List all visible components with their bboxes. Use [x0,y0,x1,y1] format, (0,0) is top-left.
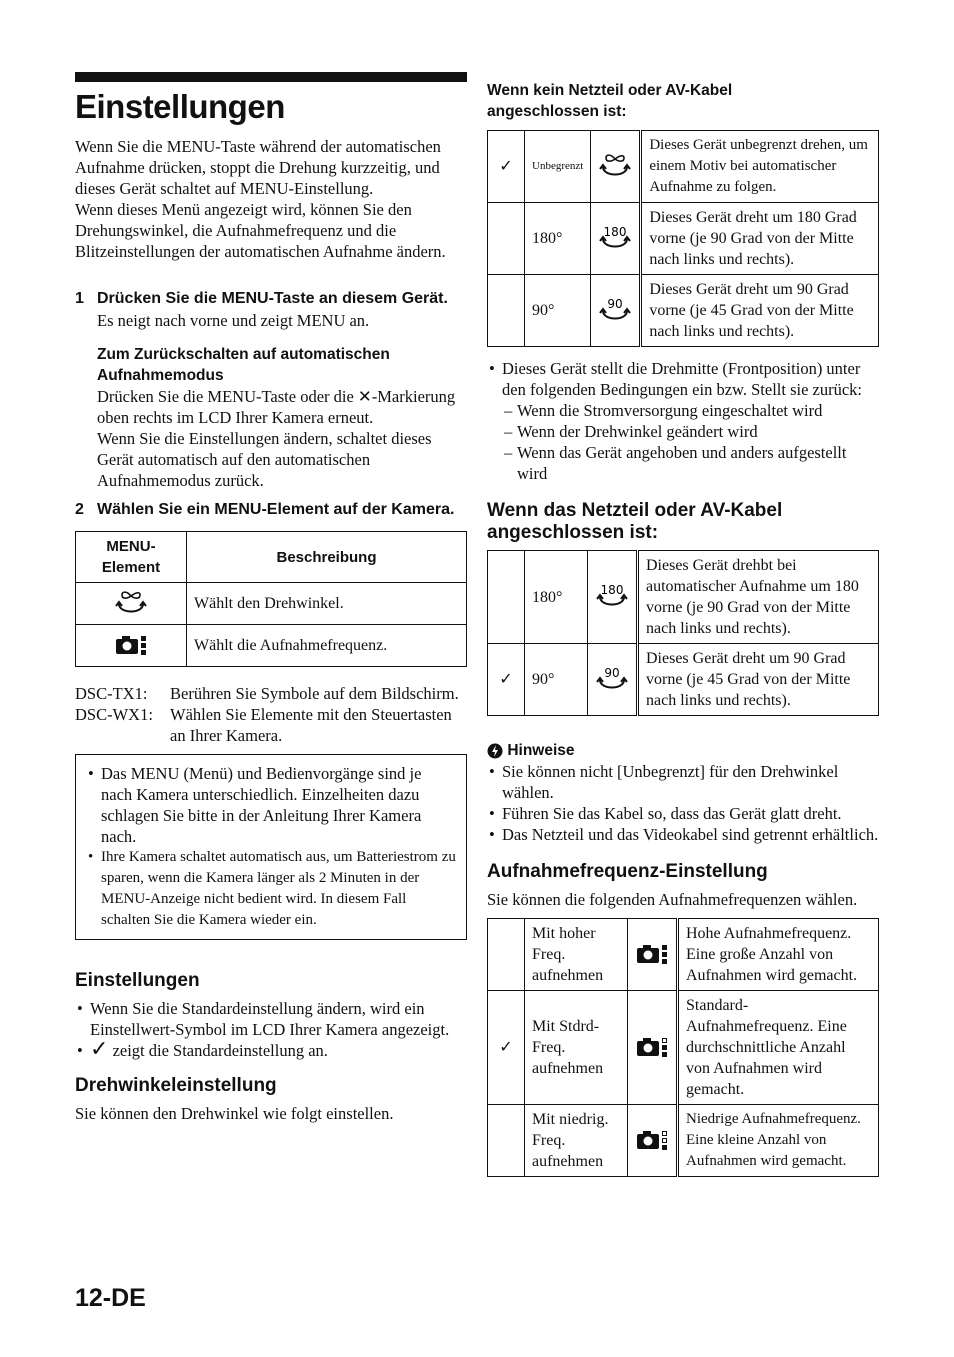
center-note [487,358,879,484]
angle-description: Dieses Gerät unbegrenzt drehen, um einem Motiv bei automatischer Aufnahme zu folgen. [641,131,879,203]
table-row [488,131,879,203]
frequency-description: Standard-Aufnahmefrequenz. Eine durchschnittliche Anzahl von Aufnahmen wird gemacht. [678,991,879,1105]
step-number: 2 [75,501,84,518]
rotation-180-icon [588,551,638,644]
step-2 [75,499,467,667]
center-note-list [487,358,879,484]
condition-item: – Wenn das Gerät angehoben und anders aufgestellt wird [502,442,879,484]
shooting-frequency-icon [76,625,187,667]
low-frequency-icon [628,1105,678,1177]
angle-description: Dieses Gerät dreht um 90 Grad vorne (je 45 Grad von der Mitte nach links und rechts). [641,275,879,347]
rotation-angle-icon [76,583,187,625]
rotation-heading: Drehwinkeleinstellung [75,1075,277,1096]
icon-text: 180 [600,583,624,597]
hints-list [487,761,879,845]
settings-item [75,1036,467,1061]
intro-paragraph-2: Wenn dieses Menü angezeigt wird, können Sie den Drehungswinkel, die Aufnahmefrequenz und die Blitzeinstellungen der automatischen Aufnahme ändern. [75,200,446,261]
checkmark-icon: ✓ [90,1036,109,1061]
angle-description: Dieses Gerät dreht um 90 Grad vorne (je 45 Grad von der Mitte nach links und rechts). [638,644,879,716]
step-heading: Drücken Sie die MENU-Taste an diesem Gerät. [97,290,448,307]
default-checkmark [488,203,525,275]
default-checkmark: ✓ [488,131,525,203]
icon-text: 90 [604,665,620,680]
intro-paragraph-1: Wenn Sie die MENU-Taste während der automatischen Aufnahme drücken, stoppt die Drehung kurzzeitig, und dieses Gerät schaltet auf MENU-Einstellung. [75,137,441,198]
high-frequency-icon [628,919,678,991]
settings-list [75,998,467,1061]
default-checkmark: ✓ [488,644,525,716]
table-row [488,551,879,644]
condition-item: – Wenn der Drehwinkel geändert wird [502,421,879,442]
default-checkmark [488,275,525,347]
step-heading: Wählen Sie ein MENU-Element auf der Kamera. [97,501,455,518]
rotation-90-icon [591,275,641,347]
no-adapter-table [487,130,879,347]
table-row [76,625,467,667]
icon-text: 90 [607,296,623,311]
camera-row [75,704,467,746]
step-number: 1 [75,290,84,307]
camera-model: DSC-WX1: [75,705,153,724]
page-title: Einstellungen [75,88,285,125]
frequency-label: Mit Stdrd-Freq. aufnehmen [525,991,628,1105]
settings-item-text: zeigt die Standardeinstellung an. [112,1041,328,1060]
angle-description: Dieses Gerät drehbt bei automatischer Aufnahme um 180 vorne (je 90 Grad von der Mitte nach links und rechts). [638,551,879,644]
note-item: • Das MENU (Menü) und Bedienvorgänge sind je nach Kamera unterschiedlich. Einzelheiten dazu schlagen Sie bitte in der Anleitung Ihrer Kamera nach. [86,763,456,847]
angle-label: 90° [525,644,588,716]
frequency-heading: Aufnahmefrequenz-Einstellung [487,861,768,882]
title-rule [75,72,467,82]
table-row [488,1105,879,1177]
default-checkmark: ✓ [488,991,525,1105]
table-row [76,583,467,625]
menu-table [75,531,467,667]
menu-col-header: MENU-Element [76,532,187,583]
settings-item: • Wenn Sie die Standardeinstellung ändern, wird ein Einstellwert-Symbol im LCD Ihrer Kamera angezeigt. [75,998,467,1040]
frequency-description: Hohe Aufnahmefrequenz. Eine große Anzahl von Aufnahmen wird gemacht. [678,919,879,991]
frequency-table [487,918,879,1177]
table-row [488,991,879,1105]
hints-title: Hinweise [507,742,575,759]
frequency-label: Mit hoher Freq. aufnehmen [525,919,628,991]
frequency-text: Sie können die folgenden Aufnahmefrequenzen wählen. [487,890,858,909]
description-col-header: Beschreibung [187,532,467,583]
with-adapter-heading: Wenn das Netzteil oder AV-Kabel angeschlossen ist: [487,500,783,543]
table-row [488,919,879,991]
camera-model: DSC-TX1: [75,684,148,703]
camera-list [75,683,467,746]
with-adapter-table [487,550,879,716]
return-text-2: Wenn Sie die Einstellungen ändern, schaltet dieses Gerät automatisch auf den automatischen Aufnahmemodus zurück. [97,429,432,490]
step-1 [75,288,467,491]
no-adapter-heading: Wenn kein Netzteil oder AV-Kabel angeschlossen ist: [487,82,733,120]
unlimited-rotation-icon [591,131,641,203]
rotation-text: Sie können den Drehwinkel wie folgt einstellen. [75,1104,394,1123]
camera-instruction: Wählen Sie Elemente mit den Steuertasten an Ihrer Kamera. [170,705,452,745]
angle-label: 180° [525,203,591,275]
note-box [75,754,467,940]
return-text-1: Drücken Sie die MENU-Taste oder die ✕-Markierung oben rechts im LCD Ihrer Kamera erneut. [97,387,456,427]
settings-heading: Einstellungen [75,970,200,991]
standard-frequency-icon [628,991,678,1105]
rotation-90-icon [588,644,638,716]
table-row [488,644,879,716]
camera-instruction: Berühren Sie Symbole auf dem Bildschirm. [170,684,459,703]
hint-item: • Sie können nicht [Unbegrenzt] für den Drehwinkel wählen. [487,761,879,803]
right-column [487,80,879,1177]
angle-description: Dieses Gerät dreht um 180 Grad vorne (je 90 Grad von der Mitte nach links und rechts). [641,203,879,275]
menu-description: Wählt den Drehwinkel. [187,583,467,625]
angle-label: 180° [525,551,588,644]
rotation-180-icon [591,203,641,275]
hint-item: • Führen Sie das Kabel so, dass das Gerät glatt dreht. [487,803,879,824]
default-checkmark [488,1105,525,1177]
hints-heading [487,740,879,761]
camera-row [75,683,467,704]
frequency-description: Niedrige Aufnahmefrequenz. Eine kleine Anzahl von Aufnahmen wird gemacht. [678,1105,879,1177]
table-row [488,203,879,275]
center-note-text: Dieses Gerät stellt die Drehmitte (Frontposition) unter den folgenden Bedingungen ein bzw. Stellt sie zurück: [502,359,863,399]
menu-description: Wählt die Aufnahmefrequenz. [187,625,467,667]
angle-label: Unbegrenzt [525,131,591,203]
left-column [75,72,467,1124]
default-checkmark [488,919,525,991]
angle-label: 90° [525,275,591,347]
return-subheading: Zum Zurückschalten auf automatischen Aufnahmemodus [97,346,390,384]
note-icon [487,742,507,759]
condition-item: – Wenn die Stromversorgung eingeschaltet wird [502,400,879,421]
note-item: • Ihre Kamera schaltet automatisch aus, um Batteriestrom zu sparen, wenn die Kamera länger als 2 Minuten in der MENU-Anzeige nicht bedient wird. In diesem Fall schalten Sie die Kamera wieder ein. [86,847,456,931]
step-text: Es neigt nach vorne und zeigt MENU an. [97,311,370,330]
icon-text: 180 [603,224,627,239]
default-checkmark [488,551,525,644]
table-row [488,275,879,347]
frequency-label: Mit niedrig. Freq. aufnehmen [525,1105,628,1177]
hint-item: • Das Netzteil und das Videokabel sind getrennt erhältlich. [487,824,879,845]
page-number: 12-DE [75,1284,146,1312]
